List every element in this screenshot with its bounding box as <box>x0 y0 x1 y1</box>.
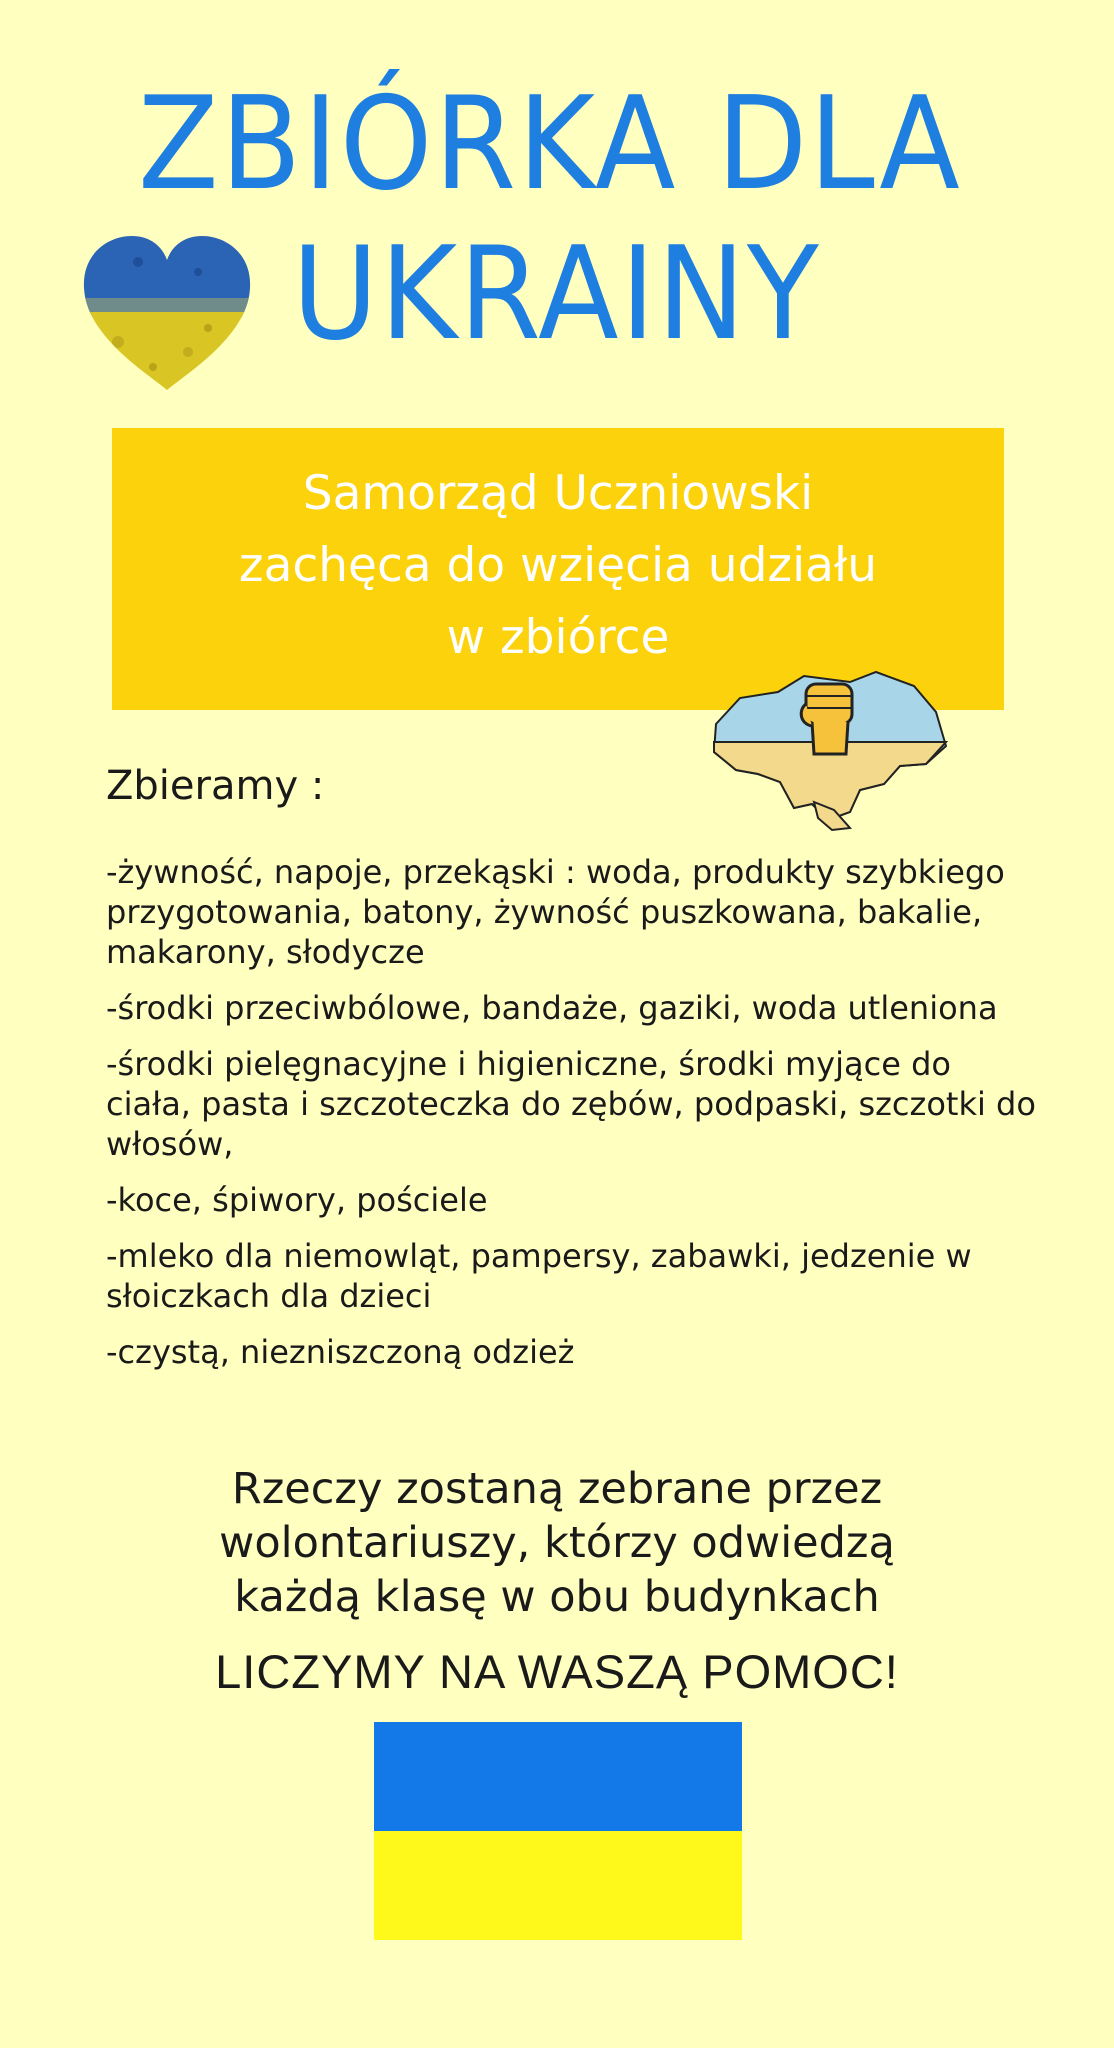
flag-blue-stripe <box>374 1722 742 1831</box>
call-to-action: LICZYMY NA WASZĄ POMOC! <box>215 1645 899 1698</box>
list-item: -mleko dla niemowląt, pampersy, zabawki, jedzenie w słoiczkach dla dzieci <box>106 1237 972 1315</box>
closing-line-3: każdą klasę w obu budynkach <box>234 1572 880 1622</box>
list-item: -koce, śpiwory, pościele <box>106 1181 488 1219</box>
collection-heading: Zbieramy : <box>106 763 325 809</box>
ukraine-flag-icon <box>374 1722 742 1940</box>
closing-text <box>0 1462 1114 1624</box>
list-item: -czystą, niezniszczoną odzież <box>106 1333 575 1371</box>
banner-line-3: w zbiórce <box>446 610 670 665</box>
closing-line-2: wolontariuszy, którzy odwiedzą <box>219 1518 895 1568</box>
list-item: -środki pielęgnacyjne i higieniczne, środki myjące do ciała, pasta i szczoteczka do zębów, podpaski, szczotki do włosów, <box>106 1045 1036 1163</box>
collection-list <box>106 852 1046 1388</box>
ukraine-map-fist-icon <box>700 662 952 832</box>
title-line-2: UKRAINY <box>292 220 821 369</box>
title-line-1: ZBIÓRKA DLA <box>138 70 962 219</box>
list-item: -żywność, napoje, przekąski : woda, produkty szybkiego przygotowania, batony, żywność puszkowana, bakalie, makarony, słodycze <box>106 853 1005 971</box>
banner-line-2: zachęca do wzięcia udziału <box>238 538 878 593</box>
flag-yellow-stripe <box>374 1831 742 1940</box>
banner-text <box>112 458 1004 674</box>
ukraine-heart-icon <box>78 232 256 396</box>
list-item: -środki przeciwbólowe, bandaże, gaziki, woda utleniona <box>106 989 998 1027</box>
banner-line-1: Samorząd Uczniowski <box>302 466 814 521</box>
closing-line-1: Rzeczy zostaną zebrane przez <box>231 1464 883 1514</box>
